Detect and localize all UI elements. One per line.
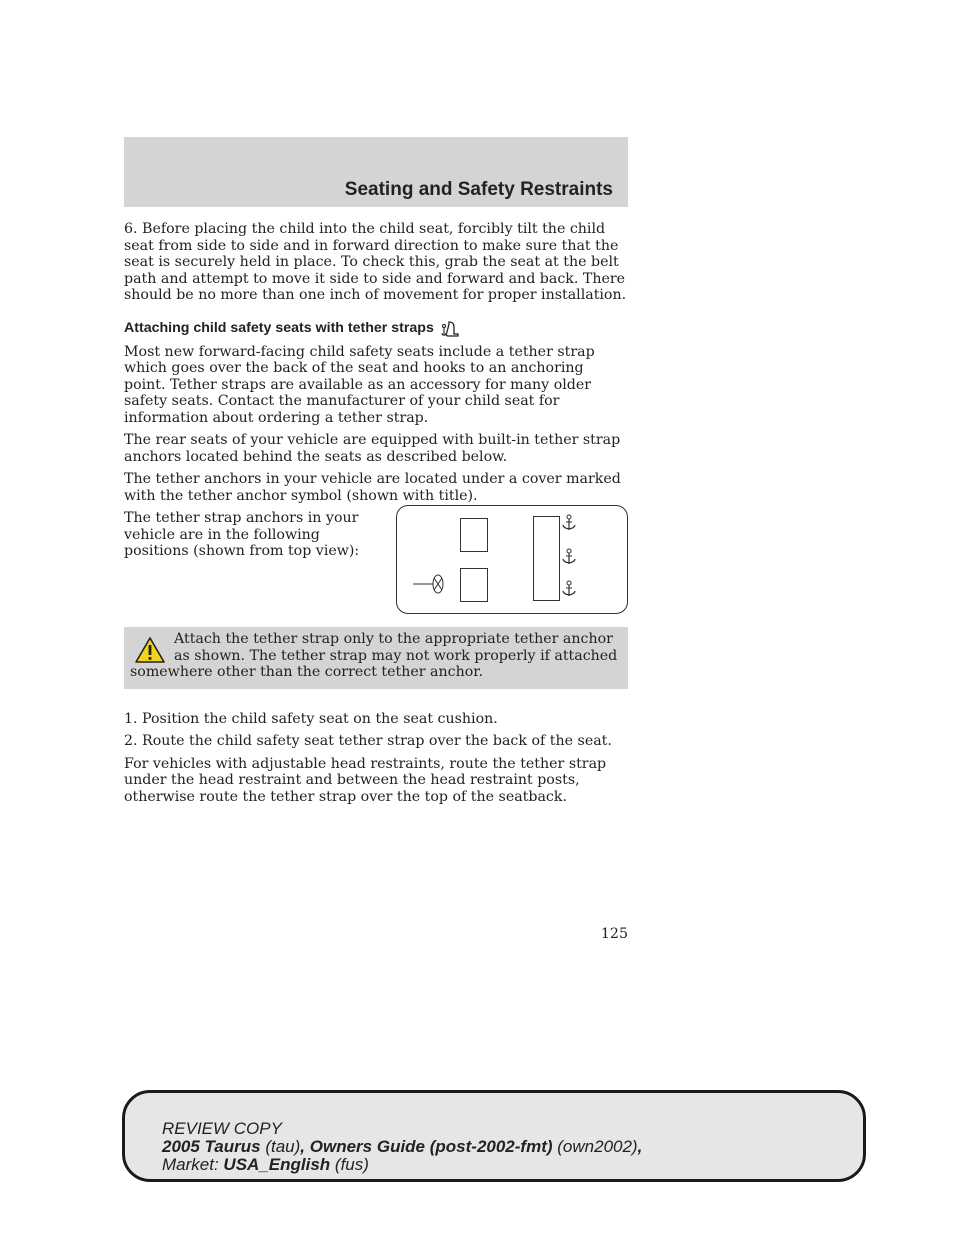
step-2-text: 2. Route the child safety seat tether strap over the back of the seat. (124, 733, 612, 749)
page-number: 125 (600, 926, 628, 942)
front-seat-left (460, 568, 488, 602)
warning-text: Attach the tether strap only to the appropriate tether anchor as shown. The tether strap may not work properly if attached somewhere other than the correct tether anchor. (130, 631, 618, 680)
step-1-text: 1. Position the child safety seat on the seat cushion. (124, 710, 498, 727)
page-content (124, 221, 628, 811)
tether-subheading (124, 320, 628, 338)
para-anchor-cover: The tether anchors in your vehicle are located under a cover marked with the tether anchor symbol (shown with title). (124, 471, 621, 504)
para-anchor-positions: The tether strap anchors in your vehicle are in the following positions (shown from top view): (124, 510, 360, 559)
section-header-band (124, 137, 628, 207)
footer-model: 2005 Taurus (162, 1137, 261, 1156)
anchor-position-diagram (396, 505, 628, 614)
steering-wheel-icon (413, 572, 447, 596)
footer-separator: , (637, 1137, 643, 1156)
section-title: Seating and Safety Restraints (344, 179, 613, 200)
footer-market-label: Market: (162, 1155, 219, 1174)
footer-guide: Owners Guide (post-2002-fmt) (309, 1137, 553, 1156)
warning-triangle-icon (134, 636, 166, 664)
anchor-icon (561, 514, 577, 532)
anchor-icon (561, 548, 577, 566)
para-head-restraints: For vehicles with adjustable head restraints, route the tether strap under the head restraint and between the head restraint posts, otherwise route the tether strap over the top of the seatback. (124, 755, 607, 805)
footer-lines (162, 1120, 642, 1174)
footer-model-code: (tau) (265, 1137, 301, 1156)
footer-market-line (162, 1156, 642, 1174)
footer-market: USA_English (223, 1155, 331, 1174)
warning-box (124, 627, 628, 689)
footer-model-line (162, 1138, 642, 1156)
front-seat-right (460, 518, 488, 552)
anchor-figure-row (124, 510, 628, 614)
para-rear-seats: The rear seats of your vehicle are equipped with built-in tether strap anchors located behind the seats as described below. (124, 432, 621, 465)
para-tether-intro: Most new forward-facing child safety seats include a tether strap which goes over the back of the seat and hooks to an anchoring point. Tether straps are available as an accessory for many older safety seats. Contact the manufacturer of your child seat for information about ordering a tether strap. (124, 343, 595, 426)
footer-guide-code: (own2002) (557, 1137, 638, 1156)
child-seat-tether-icon (440, 320, 460, 338)
rear-bench-seat (533, 516, 560, 601)
review-copy-footer (122, 1090, 866, 1182)
footer-market-code: (fus) (334, 1155, 369, 1174)
footer-review-copy: REVIEW COPY (162, 1119, 282, 1138)
step-6-text: 6. Before placing the child into the child seat, forcibly tilt the child seat from side to side and in forward direction to make sure that the seat is securely held in place. To check this, grab the seat at the belt path and attempt to move it side to side and forward and back. There should be no more than one inch of movement for proper installation. (124, 221, 627, 303)
subheading-text: Attaching child safety seats with tether straps (124, 320, 434, 337)
footer-separator: , (300, 1137, 306, 1156)
anchor-icon (561, 580, 577, 598)
